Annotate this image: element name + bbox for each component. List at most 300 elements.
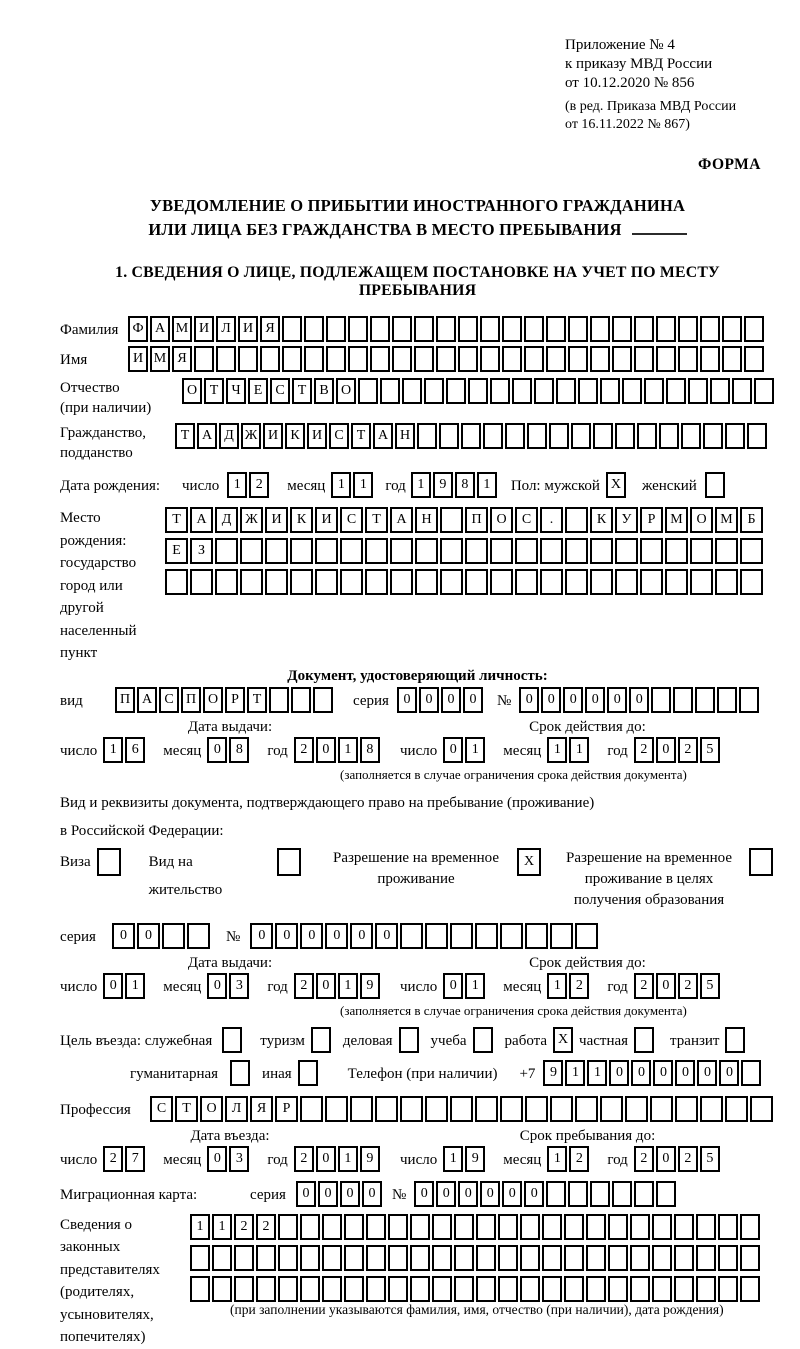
char-cell[interactable]	[608, 1276, 628, 1302]
char-cell[interactable]	[388, 1245, 408, 1271]
char-cell[interactable]	[703, 423, 723, 449]
char-cell[interactable]: 1	[547, 973, 567, 999]
char-cell[interactable]	[358, 378, 378, 404]
char-cell[interactable]: В	[314, 378, 334, 404]
char-cell[interactable]	[656, 1181, 676, 1207]
char-cell[interactable]: Т	[247, 687, 267, 713]
char-cell[interactable]: Я	[172, 346, 192, 372]
char-cell[interactable]	[454, 1276, 474, 1302]
char-cell[interactable]	[564, 1276, 584, 1302]
char-cell[interactable]: 0	[207, 1146, 227, 1172]
char-cell[interactable]	[410, 1276, 430, 1302]
char-cell[interactable]	[240, 538, 263, 564]
visa-checkbox[interactable]	[97, 848, 123, 876]
char-cell[interactable]: 5	[700, 1146, 720, 1172]
char-cell[interactable]: 0	[275, 923, 298, 949]
char-cell[interactable]	[414, 346, 434, 372]
char-cell[interactable]	[313, 687, 333, 713]
char-cell[interactable]	[615, 569, 638, 595]
char-cell[interactable]	[450, 923, 473, 949]
char-cell[interactable]: А	[190, 507, 213, 533]
char-cell[interactable]	[749, 848, 773, 876]
char-cell[interactable]	[348, 316, 368, 342]
char-cell[interactable]	[380, 378, 400, 404]
char-cell[interactable]	[282, 346, 302, 372]
char-cell[interactable]: 1	[353, 472, 373, 498]
char-cell[interactable]	[392, 346, 412, 372]
char-cell[interactable]: 0	[675, 1060, 695, 1086]
char-cell[interactable]	[666, 378, 686, 404]
char-cell[interactable]	[718, 1276, 738, 1302]
char-cell[interactable]	[590, 1181, 610, 1207]
char-cell[interactable]	[622, 378, 642, 404]
char-cell[interactable]	[490, 569, 513, 595]
char-cell[interactable]: 0	[458, 1181, 478, 1207]
char-cell[interactable]	[678, 316, 698, 342]
char-cell[interactable]: 0	[502, 1181, 522, 1207]
char-cell[interactable]	[586, 1245, 606, 1271]
char-cell[interactable]	[344, 1214, 364, 1240]
char-cell[interactable]: 6	[125, 737, 145, 763]
char-cell[interactable]: 2	[634, 737, 654, 763]
char-cell[interactable]	[500, 1096, 523, 1122]
birth-place-grid-row1[interactable]	[165, 507, 765, 533]
birth-place-grid-row3[interactable]	[165, 569, 765, 595]
doc-series-grid[interactable]	[397, 687, 485, 713]
char-cell[interactable]: 9	[433, 472, 453, 498]
char-cell[interactable]: 9	[543, 1060, 563, 1086]
char-cell[interactable]	[520, 1245, 540, 1271]
char-cell[interactable]	[476, 1276, 496, 1302]
char-cell[interactable]	[399, 1027, 419, 1053]
char-cell[interactable]: 0	[250, 923, 273, 949]
char-cell[interactable]	[630, 1245, 650, 1271]
char-cell[interactable]: Т	[351, 423, 371, 449]
char-cell[interactable]	[652, 1276, 672, 1302]
char-cell[interactable]: И	[128, 346, 148, 372]
char-cell[interactable]	[234, 1276, 254, 1302]
char-cell[interactable]	[565, 538, 588, 564]
char-cell[interactable]: 0	[350, 923, 373, 949]
migration-number-grid[interactable]	[414, 1181, 678, 1207]
char-cell[interactable]: Ж	[240, 507, 263, 533]
char-cell[interactable]: 0	[609, 1060, 629, 1086]
char-cell[interactable]: Я	[250, 1096, 273, 1122]
temp-residence-checkbox[interactable]	[517, 848, 543, 876]
phone-grid[interactable]	[543, 1060, 763, 1086]
char-cell[interactable]	[593, 423, 613, 449]
char-cell[interactable]	[222, 1027, 242, 1053]
char-cell[interactable]	[162, 923, 185, 949]
char-cell[interactable]: 0	[719, 1060, 739, 1086]
char-cell[interactable]: К	[285, 423, 305, 449]
char-cell[interactable]	[630, 1276, 650, 1302]
char-cell[interactable]	[476, 1245, 496, 1271]
doc-type-grid[interactable]	[115, 687, 335, 713]
char-cell[interactable]: Б	[740, 507, 763, 533]
doc-valid-day-grid[interactable]	[443, 737, 487, 765]
char-cell[interactable]	[476, 1214, 496, 1240]
char-cell[interactable]	[234, 1245, 254, 1271]
char-cell[interactable]: 0	[112, 923, 135, 949]
char-cell[interactable]	[298, 1060, 318, 1086]
char-cell[interactable]	[732, 378, 752, 404]
char-cell[interactable]: 0	[137, 923, 160, 949]
char-cell[interactable]	[265, 569, 288, 595]
purpose-official-checkbox[interactable]	[222, 1027, 244, 1053]
char-cell[interactable]: 5	[700, 973, 720, 999]
char-cell[interactable]: 1	[331, 472, 351, 498]
representatives-grid-row1[interactable]	[190, 1214, 762, 1240]
char-cell[interactable]	[715, 538, 738, 564]
char-cell[interactable]	[740, 1245, 760, 1271]
char-cell[interactable]: 5	[700, 737, 720, 763]
char-cell[interactable]	[520, 1214, 540, 1240]
char-cell[interactable]: 1	[411, 472, 431, 498]
migration-series-grid[interactable]	[296, 1181, 384, 1207]
char-cell[interactable]	[375, 1096, 398, 1122]
char-cell[interactable]: 0	[419, 687, 439, 713]
char-cell[interactable]	[696, 1276, 716, 1302]
char-cell[interactable]	[344, 1245, 364, 1271]
char-cell[interactable]: 2	[569, 1146, 589, 1172]
char-cell[interactable]	[475, 1096, 498, 1122]
char-cell[interactable]: 8	[455, 472, 475, 498]
char-cell[interactable]	[439, 423, 459, 449]
char-cell[interactable]: 0	[441, 687, 461, 713]
char-cell[interactable]: 8	[229, 737, 249, 763]
char-cell[interactable]	[586, 1214, 606, 1240]
char-cell[interactable]	[549, 423, 569, 449]
char-cell[interactable]: 0	[653, 1060, 673, 1086]
char-cell[interactable]	[520, 1276, 540, 1302]
char-cell[interactable]	[290, 569, 313, 595]
char-cell[interactable]	[550, 1096, 573, 1122]
char-cell[interactable]	[608, 1214, 628, 1240]
char-cell[interactable]	[700, 1096, 723, 1122]
char-cell[interactable]	[568, 1181, 588, 1207]
char-cell[interactable]: 0	[629, 687, 649, 713]
res-issue-day-grid[interactable]	[103, 973, 147, 1001]
char-cell[interactable]	[424, 378, 444, 404]
char-cell[interactable]: 1	[338, 737, 358, 763]
char-cell[interactable]	[277, 848, 301, 876]
char-cell[interactable]	[366, 1214, 386, 1240]
char-cell[interactable]	[650, 1096, 673, 1122]
char-cell[interactable]	[436, 346, 456, 372]
char-cell[interactable]	[740, 1214, 760, 1240]
char-cell[interactable]: 0	[296, 1181, 316, 1207]
profession-grid[interactable]	[150, 1096, 775, 1122]
char-cell[interactable]: О	[690, 507, 713, 533]
char-cell[interactable]: Е	[248, 378, 268, 404]
char-cell[interactable]	[278, 1276, 298, 1302]
char-cell[interactable]	[365, 538, 388, 564]
char-cell[interactable]	[465, 569, 488, 595]
purpose-private-checkbox[interactable]	[634, 1027, 656, 1053]
char-cell[interactable]: 1	[227, 472, 247, 498]
char-cell[interactable]: 0	[325, 923, 348, 949]
char-cell[interactable]	[446, 378, 466, 404]
char-cell[interactable]	[230, 1060, 250, 1086]
res-series-grid[interactable]	[112, 923, 212, 949]
char-cell[interactable]: А	[373, 423, 393, 449]
char-cell[interactable]: З	[190, 538, 213, 564]
char-cell[interactable]	[688, 378, 708, 404]
char-cell[interactable]	[498, 1214, 518, 1240]
char-cell[interactable]	[634, 346, 654, 372]
stay-year-grid[interactable]	[634, 1146, 722, 1174]
char-cell[interactable]: 0	[316, 973, 336, 999]
char-cell[interactable]	[278, 1214, 298, 1240]
char-cell[interactable]	[568, 316, 588, 342]
char-cell[interactable]	[540, 569, 563, 595]
char-cell[interactable]	[322, 1245, 342, 1271]
char-cell[interactable]	[659, 423, 679, 449]
char-cell[interactable]: 3	[229, 973, 249, 999]
char-cell[interactable]	[741, 1060, 761, 1086]
char-cell[interactable]: А	[150, 316, 170, 342]
char-cell[interactable]	[315, 538, 338, 564]
char-cell[interactable]	[527, 423, 547, 449]
char-cell[interactable]: Р	[225, 687, 245, 713]
char-cell[interactable]: С	[329, 423, 349, 449]
char-cell[interactable]	[744, 316, 764, 342]
char-cell[interactable]	[502, 316, 522, 342]
char-cell[interactable]: С	[270, 378, 290, 404]
char-cell[interactable]	[656, 316, 676, 342]
char-cell[interactable]: И	[194, 316, 214, 342]
char-cell[interactable]: 0	[300, 923, 323, 949]
char-cell[interactable]	[340, 538, 363, 564]
purpose-work-checkbox[interactable]	[553, 1027, 575, 1053]
char-cell[interactable]	[300, 1245, 320, 1271]
char-cell[interactable]: 1	[212, 1214, 232, 1240]
char-cell[interactable]	[370, 346, 390, 372]
char-cell[interactable]: О	[200, 1096, 223, 1122]
char-cell[interactable]	[425, 923, 448, 949]
char-cell[interactable]	[97, 848, 121, 876]
char-cell[interactable]	[725, 423, 745, 449]
char-cell[interactable]	[300, 1096, 323, 1122]
purpose-transit-checkbox[interactable]	[725, 1027, 747, 1053]
char-cell[interactable]	[651, 687, 671, 713]
char-cell[interactable]: 1	[565, 1060, 585, 1086]
char-cell[interactable]: 2	[678, 973, 698, 999]
char-cell[interactable]	[212, 1245, 232, 1271]
char-cell[interactable]	[740, 1276, 760, 1302]
birth-month-grid[interactable]	[331, 472, 375, 498]
char-cell[interactable]	[458, 346, 478, 372]
char-cell[interactable]	[325, 1096, 348, 1122]
char-cell[interactable]: 1	[465, 973, 485, 999]
char-cell[interactable]	[480, 316, 500, 342]
char-cell[interactable]	[575, 1096, 598, 1122]
birth-day-grid[interactable]	[227, 472, 271, 498]
char-cell[interactable]	[388, 1214, 408, 1240]
firstname-grid[interactable]	[128, 346, 766, 372]
char-cell[interactable]	[256, 1276, 276, 1302]
char-cell[interactable]	[681, 423, 701, 449]
char-cell[interactable]	[458, 316, 478, 342]
char-cell[interactable]: 1	[465, 737, 485, 763]
char-cell[interactable]	[634, 316, 654, 342]
char-cell[interactable]: 0	[316, 1146, 336, 1172]
char-cell[interactable]: 0	[541, 687, 561, 713]
char-cell[interactable]: О	[490, 507, 513, 533]
char-cell[interactable]	[425, 1096, 448, 1122]
res-valid-month-grid[interactable]	[547, 973, 591, 1001]
char-cell[interactable]	[417, 423, 437, 449]
char-cell[interactable]: 2	[634, 1146, 654, 1172]
char-cell[interactable]	[366, 1245, 386, 1271]
representatives-grid-row2[interactable]	[190, 1245, 762, 1271]
char-cell[interactable]: 0	[519, 687, 539, 713]
char-cell[interactable]: Т	[204, 378, 224, 404]
char-cell[interactable]: С	[340, 507, 363, 533]
char-cell[interactable]	[512, 378, 532, 404]
char-cell[interactable]: 9	[360, 1146, 380, 1172]
char-cell[interactable]	[468, 378, 488, 404]
char-cell[interactable]	[432, 1276, 452, 1302]
char-cell[interactable]: Л	[216, 316, 236, 342]
char-cell[interactable]	[348, 346, 368, 372]
entry-day-grid[interactable]	[103, 1146, 147, 1174]
char-cell[interactable]	[190, 1276, 210, 1302]
char-cell[interactable]	[498, 1245, 518, 1271]
char-cell[interactable]	[590, 316, 610, 342]
char-cell[interactable]	[600, 1096, 623, 1122]
purpose-humanitarian-checkbox[interactable]	[230, 1060, 252, 1086]
char-cell[interactable]: А	[137, 687, 157, 713]
char-cell[interactable]: Ф	[128, 316, 148, 342]
char-cell[interactable]	[637, 423, 657, 449]
char-cell[interactable]: П	[115, 687, 135, 713]
char-cell[interactable]	[640, 569, 663, 595]
char-cell[interactable]	[524, 346, 544, 372]
char-cell[interactable]: 2	[294, 973, 314, 999]
char-cell[interactable]: 0	[362, 1181, 382, 1207]
char-cell[interactable]	[440, 507, 463, 533]
char-cell[interactable]: 0	[207, 973, 227, 999]
char-cell[interactable]	[740, 569, 763, 595]
char-cell[interactable]	[590, 538, 613, 564]
char-cell[interactable]	[696, 1214, 716, 1240]
stay-day-grid[interactable]	[443, 1146, 487, 1174]
char-cell[interactable]	[564, 1245, 584, 1271]
char-cell[interactable]: 2	[294, 737, 314, 763]
purpose-study-checkbox[interactable]	[473, 1027, 495, 1053]
res-valid-year-grid[interactable]	[634, 973, 722, 1001]
char-cell[interactable]: П	[465, 507, 488, 533]
char-cell[interactable]	[256, 1245, 276, 1271]
char-cell[interactable]: 8	[360, 737, 380, 763]
char-cell[interactable]: И	[265, 507, 288, 533]
char-cell[interactable]: 2	[678, 1146, 698, 1172]
sex-female-checkbox[interactable]	[705, 472, 727, 498]
char-cell[interactable]: Т	[175, 1096, 198, 1122]
char-cell[interactable]: 0	[103, 973, 123, 999]
char-cell[interactable]: 2	[256, 1214, 276, 1240]
char-cell[interactable]	[586, 1276, 606, 1302]
char-cell[interactable]: 1	[190, 1214, 210, 1240]
char-cell[interactable]	[612, 316, 632, 342]
char-cell[interactable]: 0	[607, 687, 627, 713]
entry-month-grid[interactable]	[207, 1146, 251, 1174]
char-cell[interactable]: Т	[165, 507, 188, 533]
char-cell[interactable]	[546, 346, 566, 372]
char-cell[interactable]	[454, 1245, 474, 1271]
char-cell[interactable]	[490, 538, 513, 564]
char-cell[interactable]: П	[181, 687, 201, 713]
char-cell[interactable]: 0	[414, 1181, 434, 1207]
char-cell[interactable]: С	[515, 507, 538, 533]
char-cell[interactable]	[415, 569, 438, 595]
representatives-grid-row3[interactable]	[190, 1276, 762, 1302]
char-cell[interactable]	[718, 1245, 738, 1271]
char-cell[interactable]: 0	[443, 737, 463, 763]
char-cell[interactable]: 0	[397, 687, 417, 713]
purpose-business-checkbox[interactable]	[399, 1027, 421, 1053]
char-cell[interactable]	[634, 1181, 654, 1207]
char-cell[interactable]: И	[238, 316, 258, 342]
char-cell[interactable]	[483, 423, 503, 449]
char-cell[interactable]	[215, 538, 238, 564]
char-cell[interactable]	[290, 538, 313, 564]
char-cell[interactable]	[344, 1276, 364, 1302]
char-cell[interactable]: 0	[656, 973, 676, 999]
char-cell[interactable]: 0	[316, 737, 336, 763]
char-cell[interactable]	[515, 569, 538, 595]
char-cell[interactable]	[392, 316, 412, 342]
char-cell[interactable]	[722, 346, 742, 372]
char-cell[interactable]: Д	[215, 507, 238, 533]
char-cell[interactable]	[475, 923, 498, 949]
char-cell[interactable]	[725, 1027, 745, 1053]
char-cell[interactable]	[754, 378, 774, 404]
char-cell[interactable]	[461, 423, 481, 449]
char-cell[interactable]	[600, 378, 620, 404]
char-cell[interactable]	[565, 569, 588, 595]
doc-issue-month-grid[interactable]	[207, 737, 251, 765]
char-cell[interactable]: Р	[640, 507, 663, 533]
char-cell[interactable]	[673, 687, 693, 713]
char-cell[interactable]: 0	[585, 687, 605, 713]
char-cell[interactable]	[432, 1245, 452, 1271]
purpose-other-checkbox[interactable]	[298, 1060, 320, 1086]
char-cell[interactable]	[644, 378, 664, 404]
char-cell[interactable]	[590, 346, 610, 372]
char-cell[interactable]	[718, 1214, 738, 1240]
char-cell[interactable]	[612, 346, 632, 372]
doc-valid-month-grid[interactable]	[547, 737, 591, 765]
char-cell[interactable]: О	[203, 687, 223, 713]
char-cell[interactable]	[311, 1027, 331, 1053]
char-cell[interactable]	[525, 923, 548, 949]
char-cell[interactable]: 2	[569, 973, 589, 999]
sex-male-checkbox[interactable]	[606, 472, 628, 498]
char-cell[interactable]	[615, 538, 638, 564]
char-cell[interactable]: 2	[234, 1214, 254, 1240]
char-cell[interactable]: Т	[365, 507, 388, 533]
char-cell[interactable]	[652, 1245, 672, 1271]
char-cell[interactable]	[215, 569, 238, 595]
char-cell[interactable]: К	[290, 507, 313, 533]
char-cell[interactable]	[722, 316, 742, 342]
char-cell[interactable]: 0	[340, 1181, 360, 1207]
char-cell[interactable]: 1	[338, 1146, 358, 1172]
char-cell[interactable]: И	[307, 423, 327, 449]
